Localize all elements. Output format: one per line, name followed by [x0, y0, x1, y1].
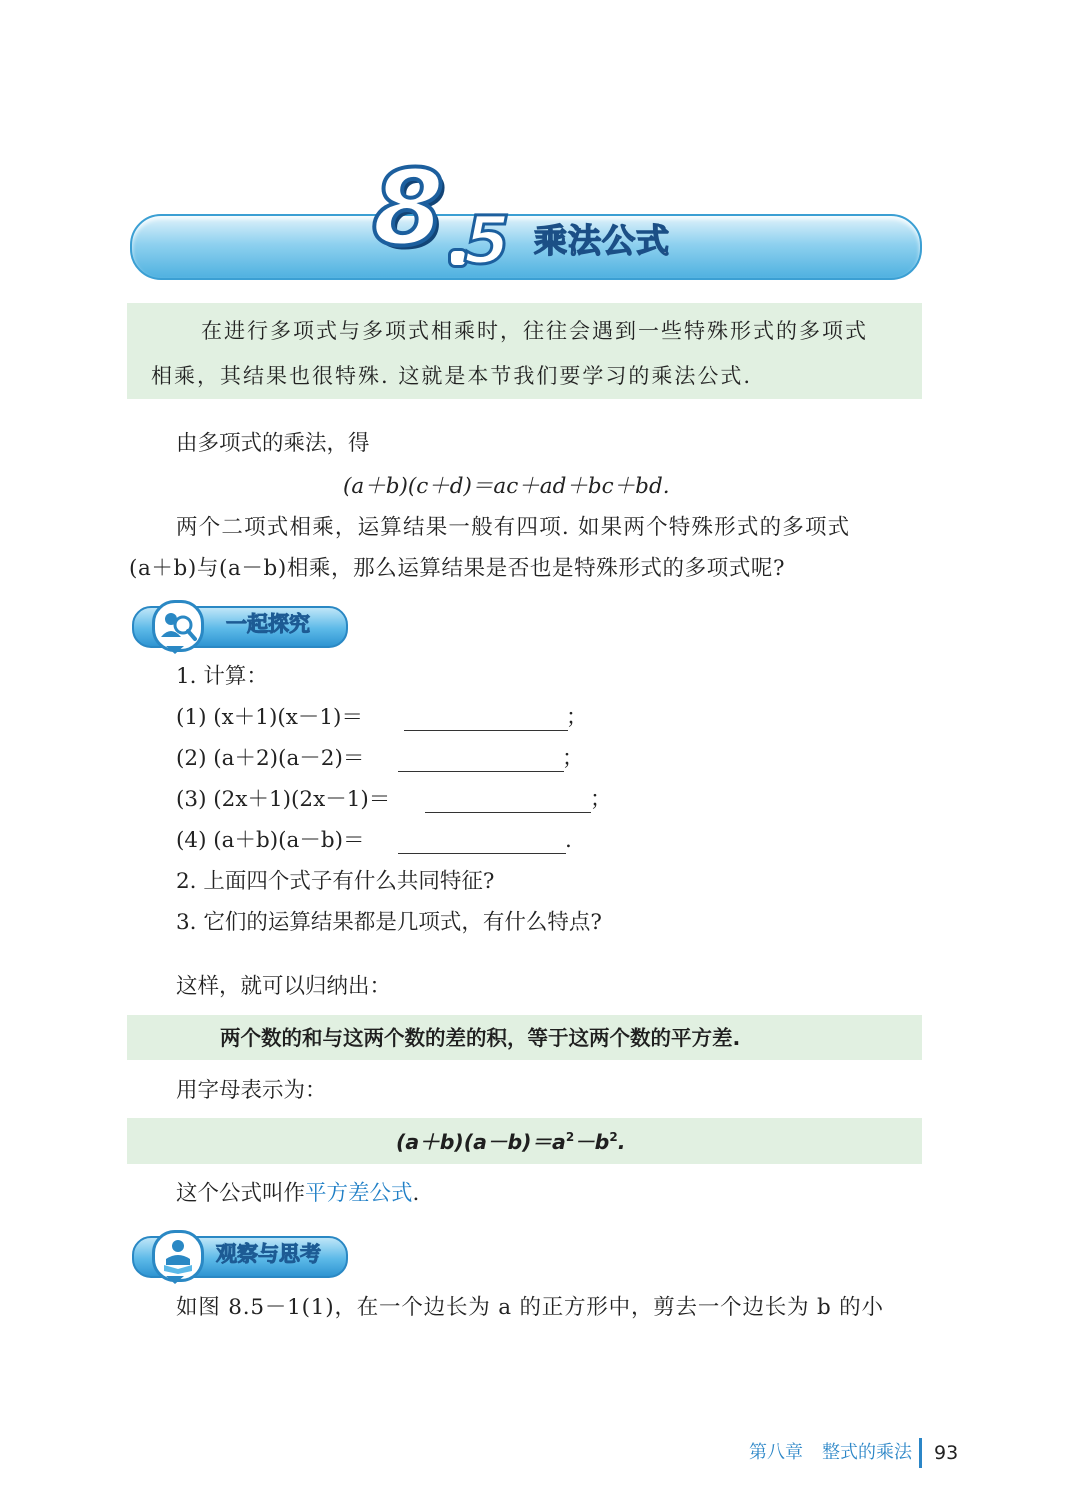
explore-question-3: 3. 它们的运算结果都是几项式，有什么特点? [176, 910, 602, 935]
answer-blank-4[interactable] [398, 831, 566, 854]
body-paragraph-2-line-1: 两个二项式相乘，运算结果一般有四项. 如果两个特殊形式的多项式 [176, 515, 851, 540]
formula-end: . [617, 1129, 626, 1154]
magnifier-people-icon [152, 600, 204, 652]
conclusion-statement: 两个数的和与这两个数的差的积，等于这两个数的平方差. [220, 1026, 741, 1050]
explore-item-2-label: (2) (a＋2)(a－2)＝ [176, 746, 365, 771]
footer-chapter-title: 整式的乘法 [822, 1442, 912, 1463]
conclusion-lead: 这样，就可以归纳出： [176, 974, 392, 999]
explore-badge-label: 一起探究 [226, 612, 310, 636]
formula-exponent-1: 2 [565, 1130, 575, 1144]
formula-exponent-2: 2 [609, 1130, 618, 1144]
formula-name-line [176, 1183, 419, 1205]
explore-item-4-label: (4) (a＋b)(a－b)＝ [176, 828, 365, 853]
page-number: 93 [934, 1442, 959, 1464]
answer-blank-3[interactable] [425, 790, 591, 813]
observe-badge-label: 观察与思考 [216, 1242, 321, 1266]
section-title: 乘法公式 [534, 221, 670, 260]
answer-blank-2[interactable] [398, 749, 564, 772]
formula [396, 1131, 626, 1152]
formula-main: (a＋b)(a－b)＝a [396, 1129, 566, 1154]
footer-divider [919, 1438, 922, 1468]
formula-name-suffix: . [412, 1181, 420, 1206]
explore-question-1: 1. 计算： [176, 664, 268, 689]
formula-name-prefix: 这个公式叫作 [176, 1181, 306, 1206]
explore-item-1-label: (1) (x＋1)(x－1)＝ [176, 705, 363, 730]
section-number-major: 8 [372, 147, 445, 269]
explore-item-3-label: (3) (2x＋1)(2x－1)＝ [176, 787, 391, 812]
answer-blank-1[interactable] [404, 708, 568, 731]
body-paragraph-2-line-2: (a＋b)与(a－b)相乘，那么运算结果是否也是特殊形式的多项式呢? [129, 556, 786, 581]
formula-mid: －b [574, 1129, 610, 1154]
conclusion-letters-lead: 用字母表示为： [176, 1078, 327, 1103]
footer-chapter: 第八章 [749, 1442, 803, 1463]
body-paragraph-1: 由多项式的乘法，得 [176, 431, 370, 456]
explore-item-4-end: . [565, 828, 572, 853]
intro-box [127, 303, 922, 399]
intro-line-1: 在进行多项式与多项式相乘时，往往会遇到一些特殊形式的多项式 [201, 319, 868, 343]
section-banner [130, 214, 922, 280]
intro-line-2: 相乘，其结果也很特殊. 这就是本节我们要学习的乘法公式. [151, 364, 753, 388]
explore-item-2-end: ； [562, 746, 584, 771]
explore-question-2: 2. 上面四个式子有什么共同特征? [176, 869, 495, 894]
body-equation-1: (a＋b)(c＋d)＝ac＋ad＋bc＋bd. [343, 474, 670, 499]
formula-name-term: 平方差公式 [305, 1181, 413, 1206]
observe-text: 如图 8.5－1(1)，在一个边长为 a 的正方形中，剪去一个边长为 b 的小 [176, 1295, 884, 1320]
explore-item-3-end: ； [590, 787, 612, 812]
observe-badge-pointer [166, 1276, 184, 1284]
explore-item-1-end: ； [566, 705, 588, 730]
explore-badge-pointer [166, 646, 184, 654]
section-number-minor: 5 [464, 202, 510, 279]
reading-person-icon [152, 1230, 204, 1282]
